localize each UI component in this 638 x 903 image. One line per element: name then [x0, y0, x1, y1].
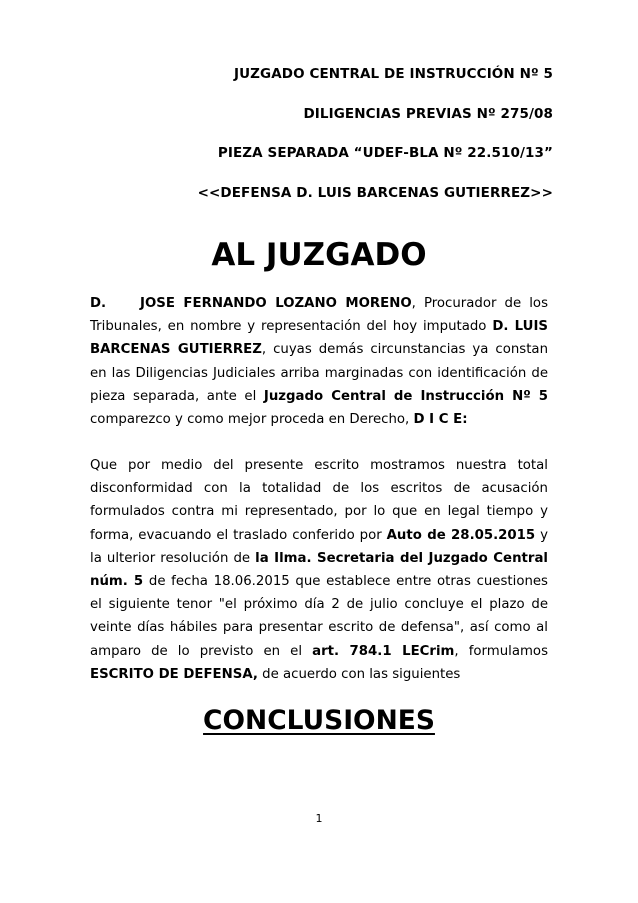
court-reference: Juzgado Central de Instrucción Nº 5 [263, 388, 548, 404]
para2-text-4: , formulamos [454, 643, 548, 659]
article-reference: art. 784.1 LECrim [312, 643, 455, 659]
dice-label: D I C E: [413, 412, 468, 428]
attorney-name: D. JOSE FERNANDO LOZANO MORENO [90, 296, 412, 311]
defense-label: <<DEFENSA D. LUIS BARCENAS GUTIERREZ>> [197, 185, 553, 201]
para2-text-1: Que por medio del presente escrito mostramos nuestra total disconformidad con la totalidad de los escritos de acusación formulados contra mi representado, por lo que en legal tiempo y forma, evacuando el traslado conferido por [90, 458, 548, 543]
conclusions-heading: CONCLUSIONES [203, 705, 435, 736]
page-number: 1 [315, 812, 323, 825]
opening-paragraph [90, 292, 548, 431]
defendant-name: D. LUIS BARCENAS GUTIERREZ [90, 319, 548, 358]
case-number: DILIGENCIAS PREVIAS Nº 275/08 [303, 106, 553, 122]
document-title: AL JUZGADO [211, 237, 427, 273]
secretary-reference: la Ilma. Secretaria del Juzgado Central núm. 5 [90, 550, 548, 590]
body-paragraph [90, 454, 548, 686]
para1-text-3: comparezco y como mejor proceda en Derecho, [90, 412, 414, 428]
auto-reference: Auto de 28.05.2015 [386, 527, 536, 543]
para1-text-1: , Procurador de los Tribunales, en nombre y representación del hoy imputado [90, 296, 549, 335]
court-name: JUZGADO CENTRAL DE INSTRUCCIÓN Nº 5 [233, 66, 553, 82]
separate-piece: PIEZA SEPARADA “UDEF-BLA Nº 22.510/13” [217, 145, 553, 161]
para1-text-2: , cuyas demás circunstancias ya constan en las Diligencias Judiciales arriba marginadas con identificación de pieza separada, ante el [90, 342, 548, 404]
para2-text-5: de acuerdo con las siguientes [257, 666, 461, 682]
defense-brief-label: ESCRITO DE DEFENSA, [90, 666, 258, 682]
para2-text-3: de fecha 18.06.2015 que establece entre otras cuestiones el siguiente tenor "el próximo día 2 de julio concluye el plazo de veinte días hábiles para presentar escrito de defensa", así como al amparo de lo previsto en el [90, 574, 548, 659]
para2-text-2: y la ulterior resolución de [90, 527, 548, 566]
